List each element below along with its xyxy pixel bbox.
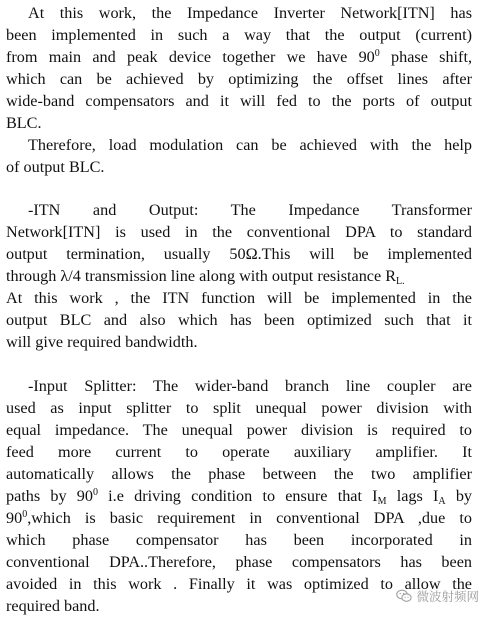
text-line: used as input splitter to split unequal power division with [6, 399, 472, 417]
text-line: which phase compensator has been incorporated in [6, 531, 472, 549]
text-line: Network[ITN] is used in the conventional DPA to standard [6, 223, 472, 241]
text-line: output BLC and also which has been optimized such that it [6, 311, 472, 329]
text-line: will give required bandwidth. [6, 333, 198, 351]
text-line: automatically allows the phase between the two amplifier [6, 465, 472, 483]
text-line: feed more current to operate auxiliary amplifier. It [6, 443, 472, 461]
watermark-text: 微波射频网 [416, 589, 479, 604]
text-line: required band. [6, 597, 100, 615]
text-line: of output BLC. [6, 158, 105, 176]
text-line: from main and peak device together we have $90^0$ phase shift, [6, 48, 472, 66]
text-line: through λ/4 transmission line along with output resistance $R_{L.}$ [6, 267, 405, 287]
text-line: -Input Splitter: The wider-band branch line coupler are [28, 377, 472, 395]
text-line: BLC. [6, 114, 42, 132]
text-line: equal impedance. The unequal power division is required to [6, 421, 472, 439]
text-line: avoided in this work . Finally it was optimized to allow the [6, 575, 472, 593]
wechat-icon [396, 589, 412, 603]
text-line: which can be achieved by optimizing the offset lines after [6, 70, 472, 88]
text-line: Therefore, load modulation can be achieved with the help [28, 136, 472, 154]
text-line: At this work, the Impedance Inverter Network[ITN] has [28, 4, 472, 22]
watermark [396, 587, 479, 605]
text-line: $90^0,which$ is basic requirement in conventional DPA ,due to [6, 509, 472, 527]
text-line: -ITN and Output: The Impedance Transformer [28, 201, 472, 219]
text-line: output termination, usually 50Ω.This will be implemented [6, 245, 472, 263]
text-line: paths by $90^0$ i.e driving condition to ensure that $I_M$ lags $I_A$ by [6, 487, 473, 507]
text-line: At this work , the ITN function will be implemented in the [6, 289, 472, 307]
text-line: been implemented in such a way that the output (current) [6, 26, 472, 44]
text-line: conventional DPA..Therefore, phase compensators has been [6, 553, 472, 571]
text-line: wide-band compensators and it will fed to the ports of output [6, 92, 472, 110]
